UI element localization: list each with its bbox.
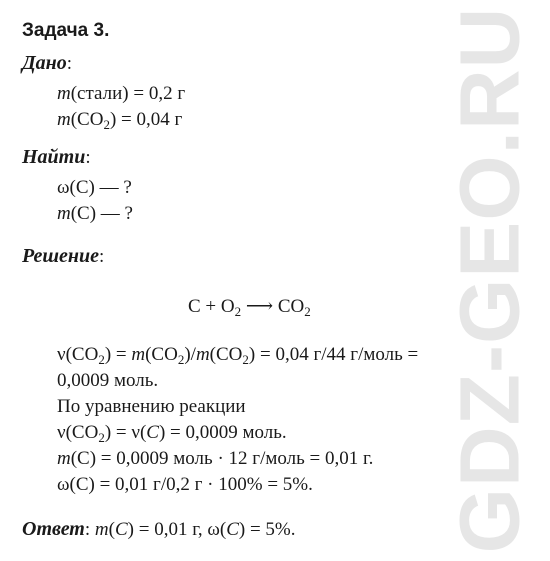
symbol-m: m [57,83,71,104]
colon: : [66,53,73,74]
text: ) = 0,01 г, ω( [127,519,227,540]
subscript: 2 [177,352,185,367]
symbol-c: C [226,519,239,540]
given-heading-line [22,52,72,75]
text: C + O [188,296,235,317]
solution-line-6: ω(C) = 0,01 г/0,2 г · 100% = 5%. [57,474,313,495]
symbol-m: m [57,203,71,224]
find-heading-line [22,146,91,169]
symbol-c: C [114,519,128,540]
given-co2-mass [57,109,182,131]
symbol-m: m [57,109,71,130]
text: ν(CO [57,344,99,365]
symbol-m: m [57,448,71,469]
text: (стали) = 0,2 г [70,83,186,104]
problem-title: Задача 3. [22,20,110,41]
text: )/ [184,344,196,365]
subscript: 2 [103,117,110,132]
find-omega-c: ω(C) — ? [57,177,132,198]
solution-line-2: 0,0009 моль. [57,370,159,391]
text: ) = [104,344,132,365]
text: (CO [209,344,243,365]
symbol-m: m [195,344,210,365]
text: (CO [145,344,178,365]
text: ) = 5%. [238,519,296,540]
subscript: 2 [242,352,249,367]
symbol-m: m [131,344,146,365]
find-mass-c [57,203,133,225]
find-heading: Найти [22,146,86,168]
text: ( [108,519,115,540]
text: ) = 0,04 г/44 г/моль = [248,344,419,365]
solution-line-1 [57,344,418,366]
text: : [84,519,95,540]
text: ) = 0,04 г [109,109,183,130]
text: ν(CO [57,422,99,443]
given-heading: Дано [22,52,67,74]
symbol-c: C [146,422,159,443]
subscript: 2 [234,304,242,319]
symbol-m: m [94,519,109,540]
reaction-equation [188,296,311,318]
solution-line-5 [57,448,373,470]
answer-heading: Ответ [22,518,85,540]
text: (C) — ? [70,203,133,224]
given-steel-mass [57,83,185,105]
solution-line-3: По уравнению реакции [57,396,246,417]
solution-heading: Решение [22,245,100,267]
watermark [430,0,550,561]
text: (CO [70,109,104,130]
colon: : [85,147,91,168]
answer-line [22,518,296,541]
text: ⟶ CO [241,296,305,317]
subscript: 2 [98,430,105,445]
solution-heading-line [22,245,104,268]
subscript: 2 [98,352,105,367]
text: ) = ν( [104,422,147,443]
colon: : [99,246,105,267]
text: (C) = 0,0009 моль · 12 г/моль = 0,01 г. [70,448,374,469]
solution-line-4 [57,422,287,444]
subscript: 2 [304,304,311,319]
watermark-text: GDZ-GEO.RU [442,6,537,554]
text: ) = 0,0009 моль. [158,422,287,443]
